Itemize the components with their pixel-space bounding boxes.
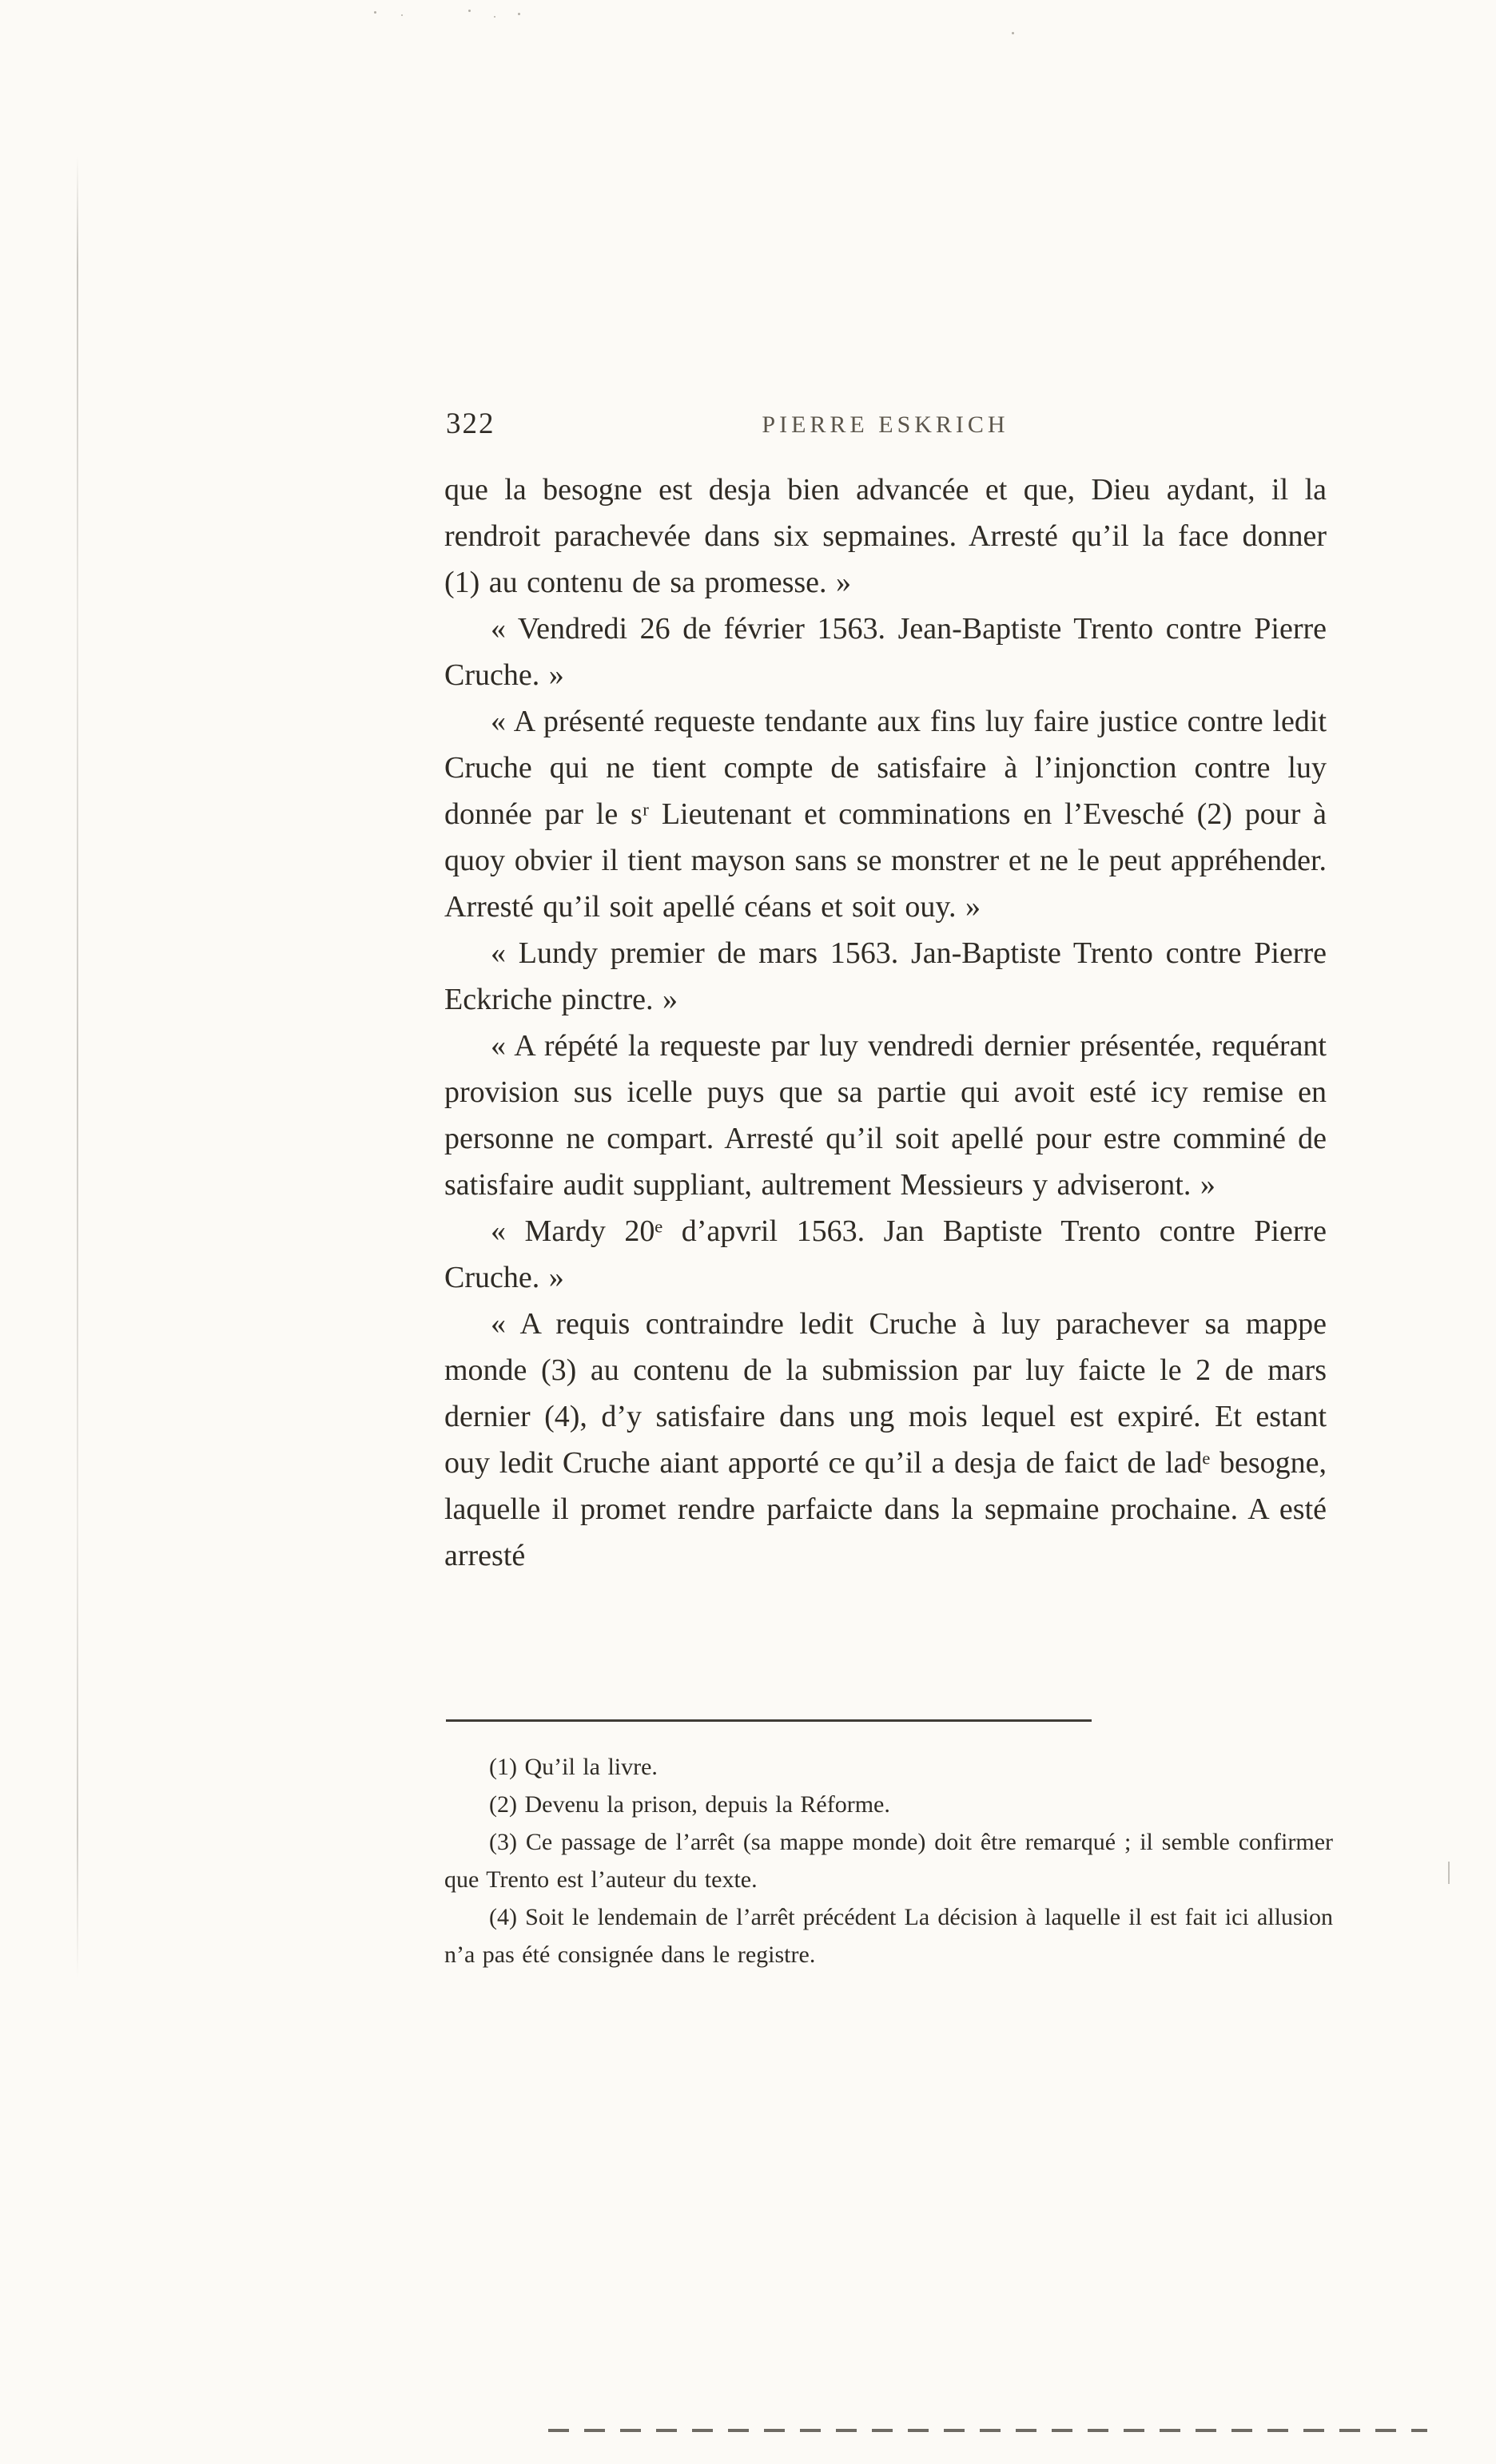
margin-tick-mark bbox=[1448, 1862, 1450, 1884]
bottom-dashed-line bbox=[548, 2429, 1427, 2432]
footnote: (4) Soit le lendemain de l’arrêt précédent La décision à laquelle il est fait ici allusion n’a pas été consignée dans le registre. bbox=[444, 1904, 1333, 1968]
scan-speck bbox=[494, 16, 495, 18]
scan-speck bbox=[1012, 32, 1014, 34]
page-fold-line bbox=[77, 157, 78, 1978]
footnotes bbox=[444, 1748, 1333, 1973]
paragraph: que la besogne est desja bien advancée et que, Dieu aydant, il la rendroit parachevée dans six sepmaines. Arresté qu’il la face donner (1) au contenu de sa promesse. » bbox=[444, 473, 1327, 599]
scan-speck bbox=[374, 11, 376, 14]
scan-speck bbox=[401, 14, 403, 16]
footnote-separator-rule bbox=[446, 1719, 1092, 1722]
footnote: (2) Devenu la prison, depuis la Réforme. bbox=[489, 1791, 890, 1818]
paragraph: « A présenté requeste tendante aux fins luy faire justice contre ledit Cruche qui ne tient compte de satisfaire à l’injonction contre luy donnée par le sʳ Lieutenant et comminations en l’Evesché (2) pour à quoy obvier il tient mayson sans se monstrer et ne le peut appréhender. Arresté qu’il soit apellé céans et soit ouy. » bbox=[444, 705, 1327, 924]
footnote: (3) Ce passage de l’arrêt (sa mappe monde) doit être remarqué ; il semble confirmer que Trento est l’auteur du texte. bbox=[444, 1829, 1333, 1893]
footnote: (1) Qu’il la livre. bbox=[489, 1754, 658, 1780]
running-title: PIERRE ESKRICH bbox=[762, 411, 1009, 438]
paragraph: « A répété la requeste par luy vendredi dernier présentée, requérant provision sus icelle puys que sa partie qui avoit esté icy remise en personne ne compart. Arresté qu’il soit apellé pour estre comminé de satisfaire audit suppliant, aultrement Messieurs y adviseront. » bbox=[444, 1029, 1327, 1202]
paragraph: « Mardy 20ᵉ d’apvril 1563. Jan Baptiste Trento contre Pierre Cruche. » bbox=[444, 1214, 1327, 1294]
scan-speck bbox=[468, 10, 471, 12]
paragraph: « Vendredi 26 de février 1563. Jean-Baptiste Trento contre Pierre Cruche. » bbox=[444, 612, 1327, 692]
paragraph: « Lundy premier de mars 1563. Jan-Baptiste Trento contre Pierre Eckriche pinctre. » bbox=[444, 936, 1327, 1016]
page-number: 322 bbox=[446, 407, 495, 440]
page-header bbox=[444, 398, 1327, 441]
body-text bbox=[444, 467, 1327, 1579]
scan-speck bbox=[518, 13, 520, 15]
paragraph: « A requis contraindre ledit Cruche à luy parachever sa mappe monde (3) au contenu de la submission par luy faicte le 2 de mars dernier (4), d’y satisfaire dans ung mois lequel est expiré. Et estant ouy ledit Cruche aiant apporté ce qu’il a desja de faict de ladᵉ besogne, laquelle il promet rendre parfaicte dans la sepmaine prochaine. A esté arresté bbox=[444, 1307, 1327, 1572]
